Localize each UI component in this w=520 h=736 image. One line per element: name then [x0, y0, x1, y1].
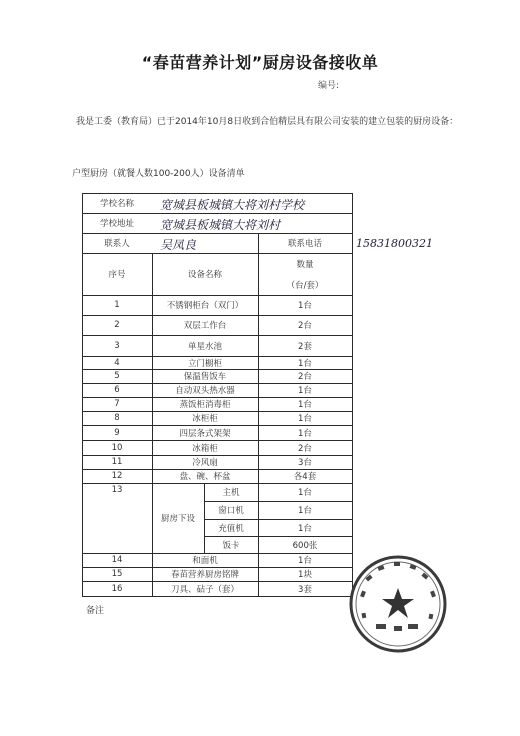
row-equipment-name: 刀具、砧子（套）	[170, 584, 239, 595]
school-name-value: 宽城县板城镇大将刘村学校	[160, 198, 305, 212]
official-seal-stamp	[346, 552, 450, 656]
row-number: 15	[111, 569, 123, 579]
row-equipment-name: 保温售饭车	[183, 372, 227, 382]
row-number: 10	[111, 442, 123, 453]
row-quantity: 3台	[298, 458, 312, 468]
subitem-name: 充值机	[218, 523, 244, 534]
subitem-quantity: 1台	[298, 506, 312, 516]
row-equipment-name: 单星水池	[187, 341, 222, 352]
row-quantity: 1台	[298, 301, 312, 311]
subitem-name: 饭卡	[222, 540, 240, 551]
school-address-value: 宽城县板城镇大将刘村	[160, 218, 281, 232]
subitem-quantity: 600张	[292, 540, 318, 551]
row-quantity: 各4套	[293, 472, 317, 482]
row-equipment-name: 冰柜柜	[192, 414, 218, 424]
document-title: “春苗营养计划”厨房设备接收单	[141, 53, 379, 72]
contact-phone-label: 联系电话	[287, 239, 322, 249]
contact-person-label: 联系人	[104, 239, 130, 249]
row-number: 6	[114, 385, 120, 395]
row-number: 9	[114, 427, 120, 438]
row-number: 11	[111, 457, 123, 467]
row-equipment-name: 四层条式架架	[179, 428, 231, 439]
column-header-quantity: 数量	[296, 259, 314, 270]
equipment-list-heading: 户型厨房（就餐人数100-200人）设备清单	[72, 169, 245, 179]
row-number: 3	[114, 340, 120, 351]
row-number: 8	[114, 413, 120, 423]
row-equipment-name: 和面机	[192, 556, 218, 566]
row-number: 14	[111, 555, 123, 565]
column-header-number: 序号	[108, 270, 126, 280]
row-number: 5	[114, 371, 120, 381]
group-label: 厨房下设	[160, 514, 195, 524]
intro-paragraph: 我是工委（教育局）已于2014年10月8日收到合伯精层具有限公司安装的建立包装的厨房设备：	[76, 117, 459, 127]
row-number: 4	[114, 357, 120, 368]
row-quantity: 1台	[298, 386, 312, 396]
subitem-name: 窗口机	[218, 506, 244, 516]
row-quantity: 2套	[298, 341, 312, 352]
row-equipment-name: 盘、碗、杯盆	[179, 472, 231, 482]
column-header-equipment: 设备名称	[187, 270, 222, 280]
contact-person-value: 吴凤良	[160, 238, 197, 252]
row-number: 12	[111, 471, 123, 481]
row-equipment-name: 冰箱柜	[192, 443, 218, 454]
row-quantity: 1台	[298, 414, 312, 424]
row-equipment-name: 蒸饭柜消毒柜	[179, 400, 231, 410]
row-equipment-name: 春苗营养厨房铭牌	[170, 570, 239, 580]
row-equipment-name: 立门橱柜	[187, 358, 222, 369]
row-equipment-name: 双层工作台	[183, 321, 227, 331]
row-quantity: 1台	[298, 556, 312, 566]
row-quantity: 1台	[298, 400, 312, 410]
subitem-name: 主机	[222, 488, 240, 498]
school-address-label: 学校地址	[99, 219, 134, 229]
row-number: 16	[111, 583, 123, 594]
subitem-quantity: 1台	[298, 488, 312, 498]
row-equipment-name: 不锈钢柜台（双门）	[166, 301, 244, 311]
school-name-label: 学校名称	[99, 199, 134, 209]
row-quantity: 1台	[298, 428, 312, 439]
row-equipment-name: 冷风扇	[192, 458, 218, 468]
row-quantity: 2台	[298, 443, 312, 454]
row-number: 7	[114, 399, 120, 409]
row-number: 1	[114, 300, 120, 310]
row-quantity: 3套	[298, 584, 312, 595]
column-header-unit: （台/套）	[286, 280, 324, 291]
row-quantity: 2台	[298, 321, 312, 331]
row-number: 13	[111, 485, 123, 495]
row-number: 2	[114, 320, 120, 330]
subitem-quantity: 1台	[298, 523, 312, 534]
contact-phone-value: 15831800321	[356, 237, 433, 250]
row-quantity: 2台	[298, 372, 312, 382]
notes-label: 备注	[86, 606, 105, 616]
row-equipment-name: 自动双头热水器	[175, 386, 235, 396]
row-quantity: 1块	[298, 570, 312, 580]
serial-number-label: 编号:	[318, 81, 340, 91]
row-quantity: 1台	[298, 358, 312, 369]
